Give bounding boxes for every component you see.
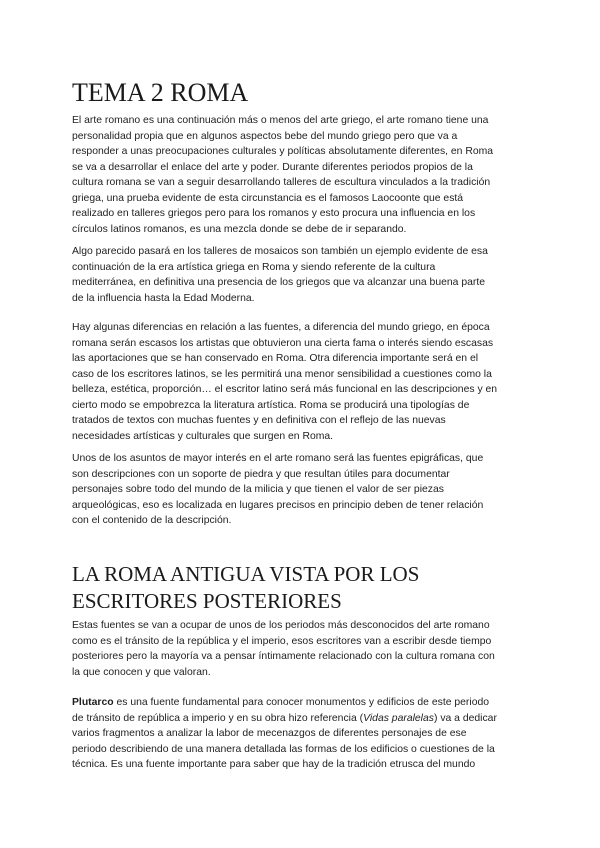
text-line: El arte romano es una continuación más o menos del arte griego, el arte romano tiene una [72,115,489,126]
text-line: griega, una prueba evidente de esta circunstancia es el famosos Laocoonte que está [72,192,464,204]
text-line: son descripciones con un soporte de piedra y que resultan útiles para documentar [72,468,450,480]
plutarco-name: Plutarco [72,697,114,708]
text-line: personalidad propia que en algunos aspectos bebe del mundo griego pero que va a [72,130,458,142]
text-line: necesidades artísticas y culturales que surgen en Roma. [72,430,334,442]
text-line: se va a desarrollar el enlace del arte y poder. Durante diferentes periodos propios de la [72,161,473,173]
text-line: tratados de textos con muchas fuentes y en definitiva con el reflejo de las nuevas [72,415,446,426]
section2-paragraph-1 [72,618,532,680]
text-line: varios fragmentos a analizar la labor de mecenazgos de diferentes personajes de ese [72,728,467,739]
text-line: periodo describiendo de una manera detallada las formas de los edificios o cuestiones de la [72,743,495,755]
text-line: las aportaciones que se han conservado en Roma. Otra diferencia importante será en el [72,353,479,364]
text-line: caso de los escritores latinos, se les permitirá una menor sensibilidad a cuestiones como la [72,368,492,380]
text-line: técnica. Es una fuente importante para saber que hay de la tradición etrusca del mundo [72,759,476,770]
intro-paragraph-4 [72,451,532,529]
text-line: círculos latinos romanos, es una mezcla donde se debe de ir separando. [72,223,407,235]
text-line: de la influencia hasta la Edad Moderna. [72,292,255,304]
text-line: cierto modo se empobrezca la literatura artística. Roma se producirá una tipologías de [72,399,470,411]
text-fragment: es una fuente fundamental para conocer monumentos y edificios de este periodo [113,697,490,708]
text-line: responder a unas preocupaciones culturales y políticas absolutamente diferentes, en Roma [72,146,494,157]
intro-paragraph-2 [72,244,532,306]
text-line: mediterránea, en definitiva una presencia de los griegos que va alcanzar una buena parte [72,277,486,288]
text-line: Estas fuentes se van a ocupar de unos de los periodos más desconocidos del arte romano [72,620,490,631]
section-heading-roma-antigua [72,561,472,615]
text-line: posteriores pero la mayoría va a pensar íntimamente relacionado con la cultura romana con [72,651,495,662]
intro-paragraph-1 [72,113,532,237]
text-line: arqueológicas, eso es localizada en lugares precisos en principio deben de tener relación [72,499,484,511]
text-line: como es el tránsito de la república y el imperio, esos escritores van a escribir desde tiempo [72,635,492,647]
work-title-vidas-paralelas: Vidas paralelas [363,712,434,724]
section-heading-tema-2-roma: TEMA 2 ROMA [72,78,249,107]
section2-paragraph-2-plutarco [72,695,532,773]
text-line: romana serán escasos los artistas que obtuvieron una cierta fama o interés siendo escasas [72,337,494,349]
text-line: Unos de los asuntos de mayor interés en el arte romano será las fuentes epigráficas, que [72,453,484,464]
text-line: Algo parecido pasará en los talleres de mosaicos son también un ejemplo evidente de esa [72,246,488,257]
text-line: belleza, estética, proporción… el escritor latino será más funcional en las descripciones y en [72,384,498,395]
heading-line: LA ROMA ANTIGUA VISTA POR LOS [72,562,420,586]
intro-paragraph-3 [72,320,532,444]
text-line: con el contenido de la descripción. [72,515,232,526]
text-line: realizado en talleres griegos pero para los romanos y esto procura una influencia en los [72,208,476,219]
text-line: personajes sobre todo del mundo de la milicia y que tienen el valor de ser piezas [72,484,444,495]
text-fragment: de tránsito de república a imperio y en su obra hizo referencia ( [72,712,364,724]
heading-line: ESCRITORES POSTERIORES [72,589,342,613]
text-line: cultura romana se van a seguir desarrollando talleres de escultura vinculados a la tradición [72,177,491,188]
text-line: continuación de la era artística griega en Roma y siendo referente de la cultura [72,261,436,273]
text-fragment: ) va a dedicar [433,712,497,724]
text-line: la que conocen y que valoran. [72,666,211,678]
text-line: Hay algunas diferencias en relación a las fuentes, a diferencia del mundo griego, en época [72,322,490,333]
